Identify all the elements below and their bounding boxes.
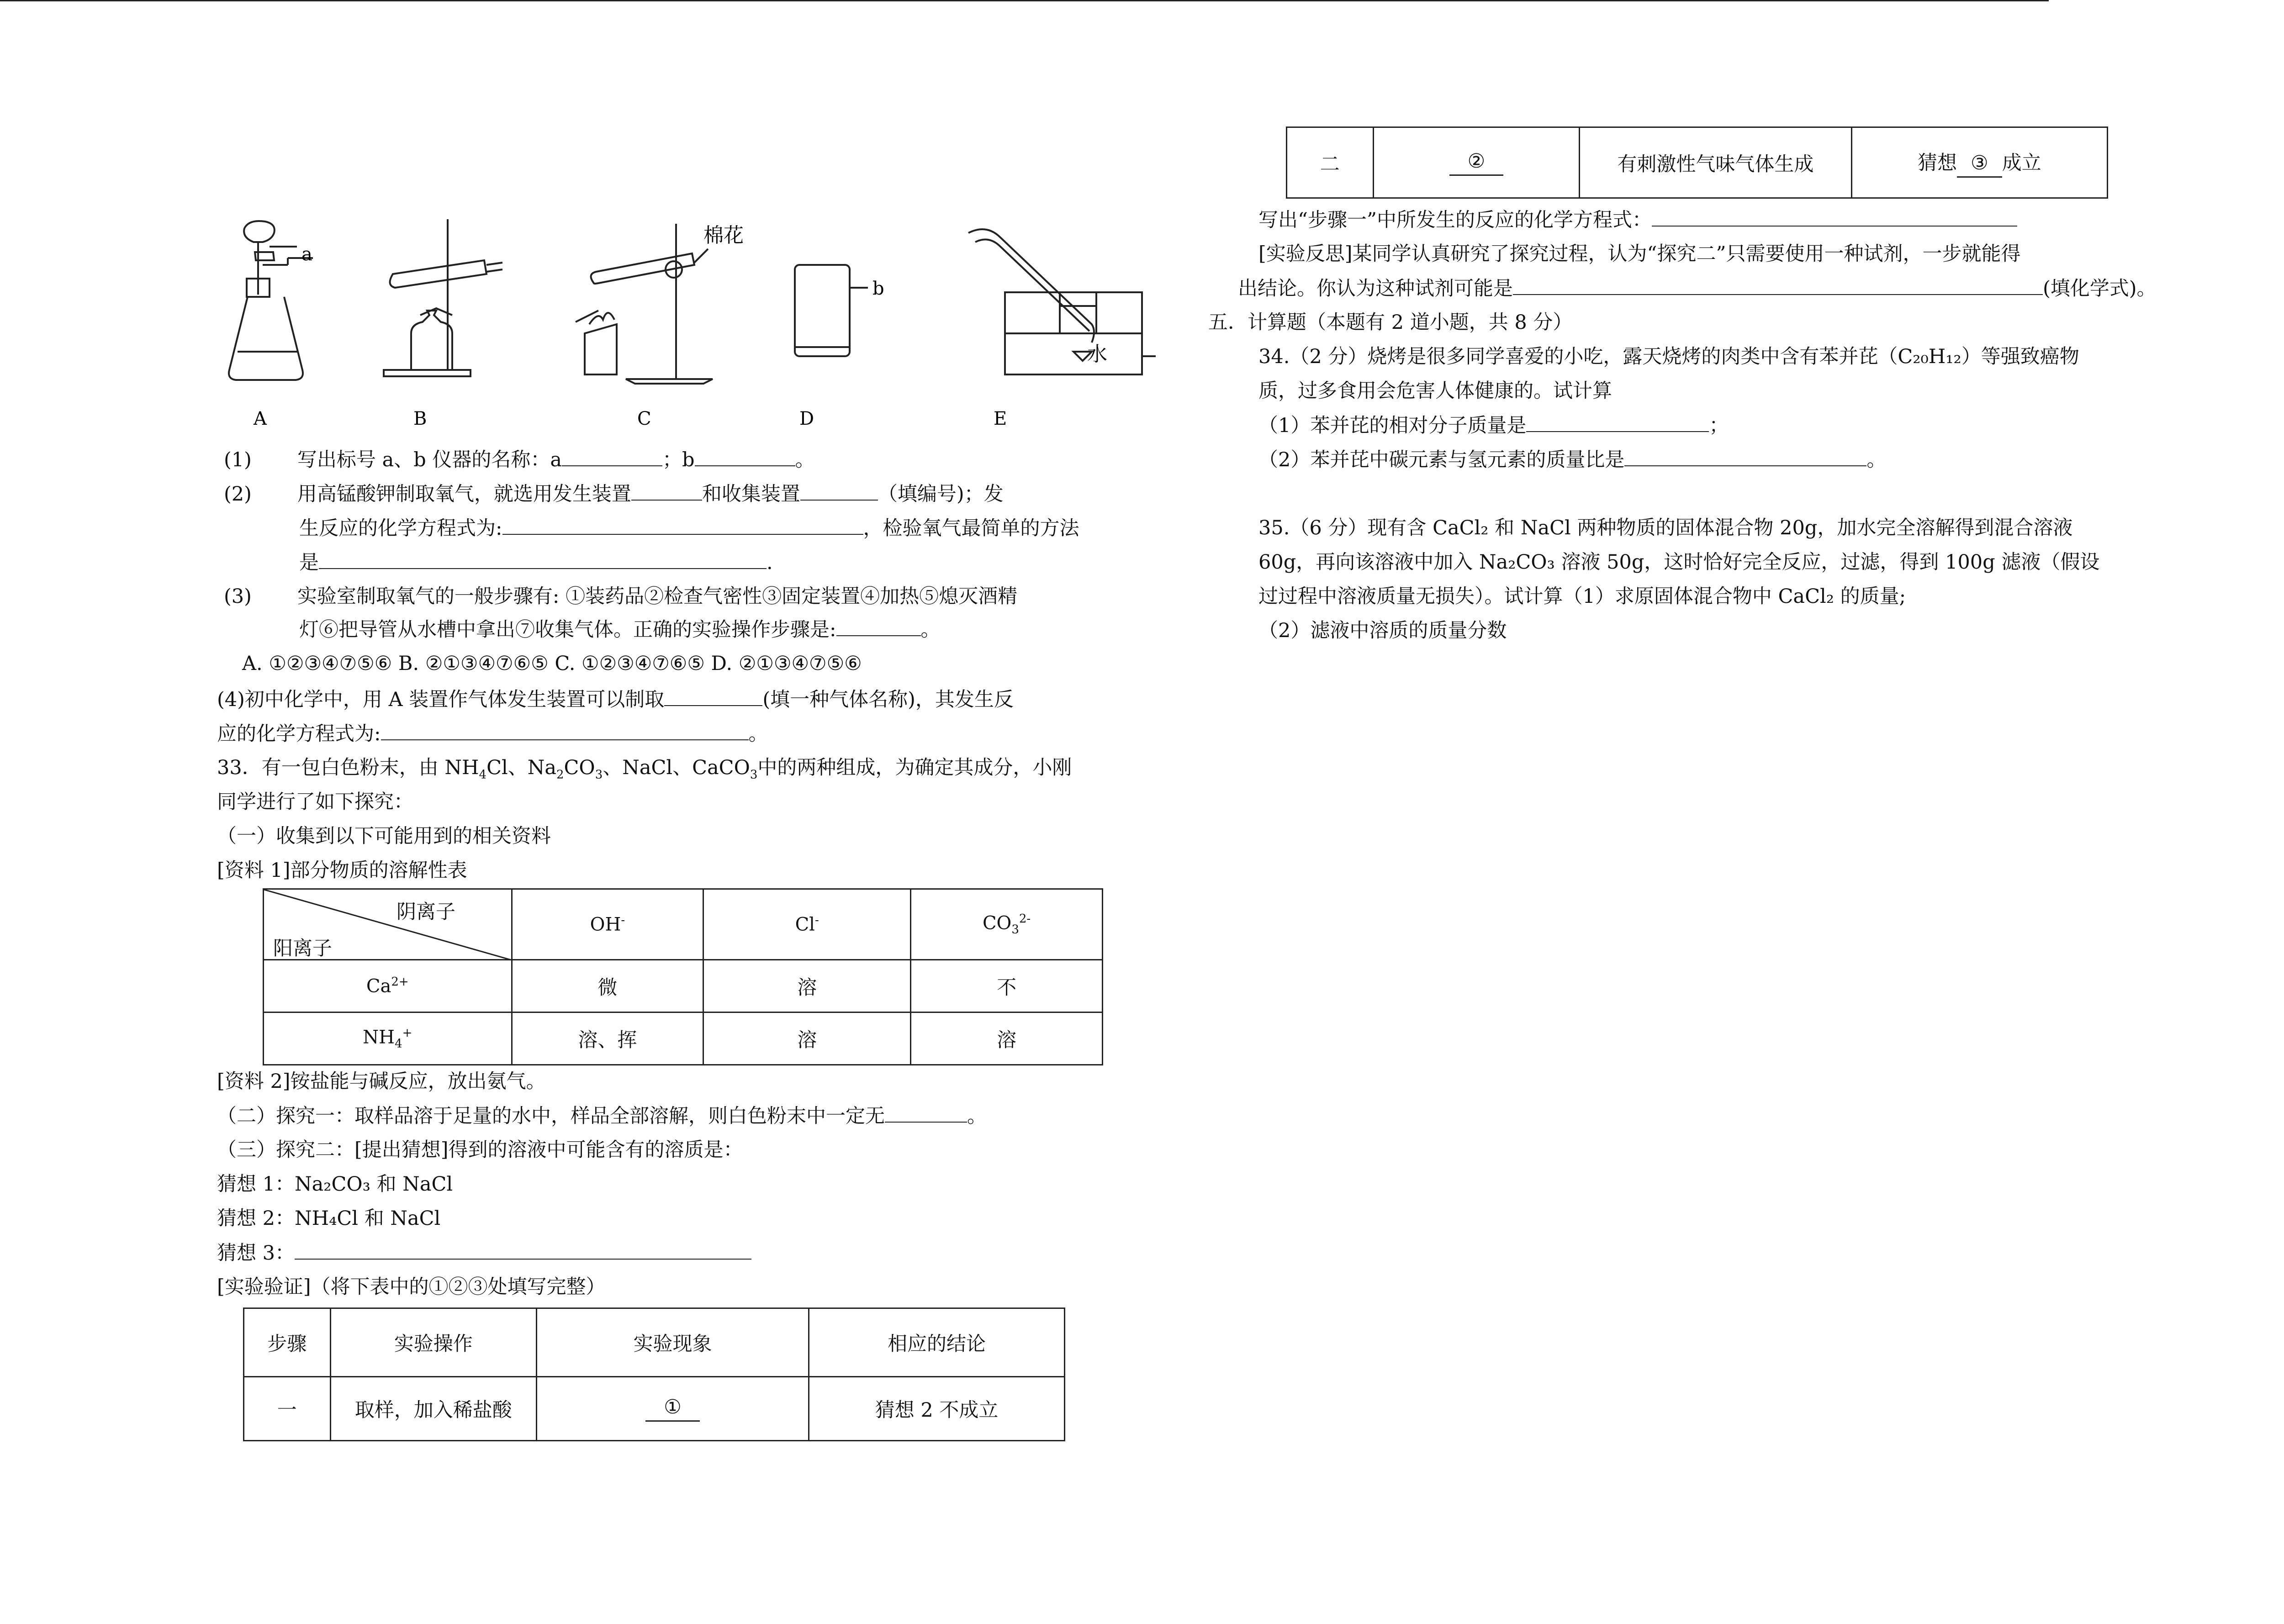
vtable-phenomenon-blank[interactable]: ① xyxy=(536,1377,809,1441)
q33-intro-line1: 33．有一包白色粉末，由 $NH_4Cl$、$Na_2CO_3$、NaCl、CaCO$_3$中的两种组成，为确定其成分，小刚 xyxy=(217,756,1072,782)
q33-section1: （一）收集到以下可能用到的相关资料 xyxy=(217,825,551,848)
blank-b[interactable] xyxy=(695,450,795,466)
q34-part1: （1）苯并芘的相对分子质量是 ； xyxy=(1258,414,1729,437)
q33-intro-line2: 同学进行了如下探究： xyxy=(217,791,413,813)
q34-line1: 34.（2 分）烧烤是很多同学喜爱的小吃，露天烧烤的肉类中含有苯并芘（C₂₀H₁₂）等强致癌物 xyxy=(1258,345,2079,368)
apparatus-e-trough xyxy=(968,229,1156,374)
blank-method[interactable] xyxy=(319,553,767,569)
q33-ref2: [资料 2]铵盐能与碱反应，放出氨气。 xyxy=(217,1070,546,1093)
q32-p3-line2: 灯⑥把导管从水槽中拿出⑦收集气体。正确的实验操作步骤是: 。 xyxy=(299,618,941,641)
label-b: b xyxy=(872,278,884,299)
vtable-conclusion: 猜想 ③ 成立 xyxy=(1851,127,2107,198)
verification-table-continued xyxy=(1286,127,2108,199)
blank-gas[interactable] xyxy=(664,690,762,706)
vtable-operation: 取样，加入稀盐酸 xyxy=(330,1377,536,1441)
table-cell: 溶 xyxy=(703,1012,911,1065)
caption-a: A xyxy=(254,408,267,429)
q33-ref1: [资料 1]部分物质的溶解性表 xyxy=(217,859,467,882)
q33-section3: （三）探究二：[提出猜想]得到的溶液中可能含有的溶质是： xyxy=(217,1139,743,1161)
cation-nh4: $NH_4^+$ xyxy=(264,1012,512,1065)
anion-cl: Cl- xyxy=(703,889,911,960)
q35-line2: 60g，再向该溶液中加入 Na₂CO₃ 溶液 50g，这时恰好完全反应，过滤，得到 100g 滤液（假设 xyxy=(1258,551,2100,574)
vtable-header: 步骤 xyxy=(244,1308,331,1377)
q34-part2: （2）苯并芘中碳元素与氢元素的质量比是 。 xyxy=(1258,448,1887,471)
label-water: 水 xyxy=(1087,343,1107,366)
caption-b: B xyxy=(413,408,427,429)
vtable-conclusion: 猜想 2 不成立 xyxy=(809,1377,1065,1441)
blank-reaction-equation[interactable] xyxy=(1652,210,2017,227)
apparatus-a-flask xyxy=(229,221,313,380)
q33-verify: [实验验证]（将下表中的①②③处填写完整） xyxy=(217,1276,606,1298)
apparatus-figure xyxy=(219,215,1156,438)
table-cell: 微 xyxy=(512,960,703,1012)
table-corner-cell: 阴离子 阳离子 xyxy=(264,889,512,960)
guess-3: 猜想 3： xyxy=(217,1243,751,1263)
vtable-phenomenon: 有刺激性气味气体生成 xyxy=(1580,127,1851,198)
apparatus-b-stand xyxy=(384,219,502,376)
blank-mass-ratio[interactable] xyxy=(1624,450,1866,466)
anion-oh: OH- xyxy=(512,889,703,960)
q32-options: A. ①②③④⑦⑤⑥ B. ②①③④⑦⑥⑤ C. ①②③④⑦⑥⑤ D. ②①③④⑦⑤⑥ xyxy=(242,652,862,675)
q35-line1: 35.（6 分）现有含 CaCl₂ 和 NaCl 两种物质的固体混合物 20g，加水完全溶解得到混合溶液 xyxy=(1258,517,2073,539)
guess-1: 猜想 1：Na₂CO₃ 和 NaCl xyxy=(217,1173,453,1196)
blank-equation-2[interactable] xyxy=(381,724,749,740)
q33-section2: （二）探究一：取样品溶于足量的水中，样品全部溶解，则白色粉末中一定无 。 xyxy=(217,1105,987,1128)
apparatus-d-bottle xyxy=(795,265,868,356)
reflection-line2: 出结论。你认为这种试剂可能是 (填化学式)。 xyxy=(1238,277,2157,300)
apparatus-c-stand xyxy=(576,224,713,384)
section-five: 五．计算题（本题有 2 道小题，共 8 分） xyxy=(1208,311,1573,334)
label-a: a xyxy=(301,244,312,265)
vtable-header: 实验操作 xyxy=(330,1308,536,1377)
q32-p2-line2: 生反应的化学方程式为: ，检验氧气最简单的方法 xyxy=(299,517,1079,540)
table-cell: 溶、挥 xyxy=(512,1012,703,1065)
table-cell: 溶 xyxy=(703,960,911,1012)
blank-molecular-mass[interactable] xyxy=(1526,416,1709,432)
vtable-header: 相应的结论 xyxy=(809,1308,1065,1377)
blank-guess-3[interactable] xyxy=(295,1243,751,1260)
caption-d: D xyxy=(799,408,814,429)
blank-a[interactable] xyxy=(562,450,662,466)
anion-co3: $CO_3^{2-}$ xyxy=(911,889,1103,960)
q32-p2-line3: 是 . xyxy=(299,551,773,574)
blank-collector[interactable] xyxy=(800,484,878,501)
guess-2: 猜想 2：NH₄Cl 和 NaCl xyxy=(217,1207,441,1230)
vtable-header: 实验现象 xyxy=(536,1308,809,1377)
right-equation: 写出“步骤一”中所发生的反应的化学方程式： xyxy=(1258,210,2017,230)
reflection-line1: [实验反思]某同学认真研究了探究过程，认为“探究二”只需要使用一种试剂，一步就能得 xyxy=(1258,243,2021,265)
blank-generator[interactable] xyxy=(631,484,702,501)
blank-guess-number[interactable]: ③ xyxy=(1957,152,2002,178)
q32-p1: (1) 写出标号 a、b 仪器的名称：a ；b 。 xyxy=(224,448,815,471)
verification-table xyxy=(243,1308,1065,1441)
q35-line4: （2）滤液中溶质的质量分数 xyxy=(1258,619,1507,642)
blank-equation[interactable] xyxy=(502,518,863,535)
blank-steps[interactable] xyxy=(836,620,921,636)
top-rule xyxy=(0,0,2049,1)
vtable-step: 二 xyxy=(1287,127,1374,198)
blank-absent[interactable] xyxy=(885,1106,967,1123)
caption-c: C xyxy=(637,408,651,429)
vtable-operation-blank[interactable]: ② xyxy=(1373,127,1580,198)
q32-p4-line2: 应的化学方程式为: 。 xyxy=(217,722,768,745)
table-cell: 溶 xyxy=(911,1012,1103,1065)
q32-p3-line1: (3) 实验室制取氧气的一般步骤有: ①装药品②检查气密性③固定装置④加热⑤熄灭酒精 xyxy=(224,585,1018,608)
q34-line2: 质，过多食用会危害人体健康的。试计算 xyxy=(1258,380,1612,402)
vtable-step: 一 xyxy=(244,1377,331,1441)
solubility-table xyxy=(263,888,1103,1065)
q32-p4-line1: (4)初中化学中，用 A 装置作气体发生装置可以制取 (填一种气体名称)，其发生反 xyxy=(217,688,1014,711)
q35-line3: 过过程中溶液质量无损失）。试计算（1）求原固体混合物中 CaCl₂ 的质量; xyxy=(1258,585,1906,608)
label-cotton: 棉花 xyxy=(703,224,744,247)
q32-p2-line1: (2) 用高锰酸钾制取氧气，就选用发生装置 和收集装置 （填编号)；发 xyxy=(224,483,1004,506)
blank-reagent[interactable] xyxy=(1513,279,2043,295)
cation-ca: $Ca^{2+}$ xyxy=(264,960,512,1012)
caption-e: E xyxy=(994,408,1007,429)
table-cell: 不 xyxy=(911,960,1103,1012)
